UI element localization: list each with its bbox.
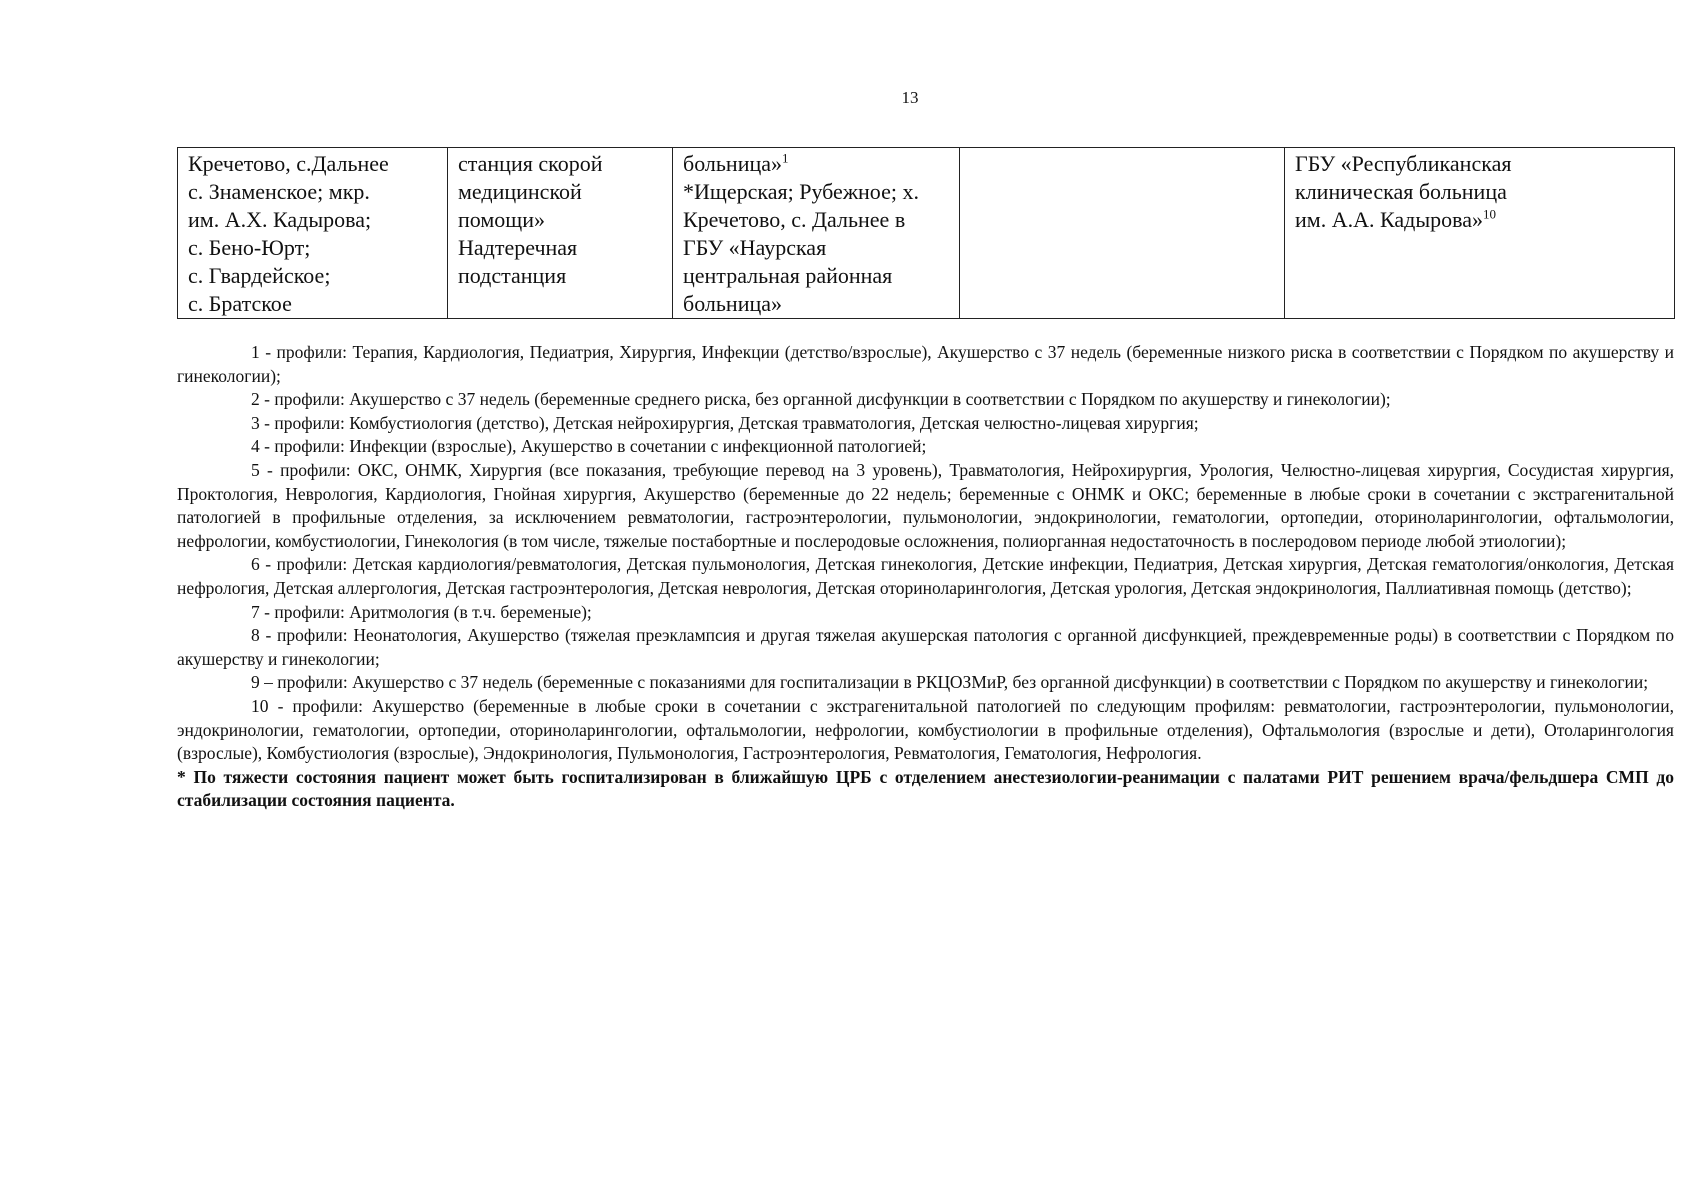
- cell-line: подстанция: [458, 263, 567, 288]
- cell-line: больница»$^1$: [683, 150, 789, 176]
- footnote-marker: 10: [1482, 206, 1496, 222]
- cell-line: ГБУ «Наурская: [683, 235, 827, 260]
- page-number: 13: [901, 88, 919, 107]
- table-row: [178, 148, 1675, 319]
- cell-line: с. Гвардейское;: [188, 263, 331, 288]
- footnote-item: 3 - профили: Комбустиология (детство), Детская нейрохирургия, Детская травматология, Детская челюстно-лицевая хирургия;: [251, 412, 1199, 433]
- footnote-item: 6 - профили: Детская кардиология/ревматология, Детская пульмонология, Детская гинекология, Детские инфекции, Педиатрия, Детская хирургия, Детская гематология/онкология, Детская нефрология, Детская аллергология, Детская гастроэнтерология, Детская неврология, Детская оториноларингология, Детская урология, Детская эндокринология, Паллиативная помощь (детство);: [177, 554, 1674, 598]
- cell-line: больница»: [683, 291, 782, 316]
- cell-line: им. А.Х. Кадырова;: [188, 207, 372, 232]
- cell-line: помощи»: [458, 207, 545, 232]
- footnote-marker: 1: [782, 150, 789, 166]
- cell-line: им. А.А. Кадырова»$^{10}$: [1295, 206, 1496, 232]
- hospital-routing-cell: [673, 148, 960, 319]
- cell-line: центральная районная: [683, 263, 893, 288]
- routing-table: [177, 147, 1675, 319]
- cell-line: ГБУ «Республиканская: [1295, 151, 1512, 176]
- ambulance-station-cell: [448, 148, 673, 319]
- cell-line: Кречетово, с.Дальнее: [188, 151, 389, 176]
- footnote-item: 5 - профили: ОКС, ОНМК, Хирургия (все показания, требующие перевод на 3 уровень), Травматология, Нейрохирургия, Урология, Челюстно-лицевая хирургия, Сосудистая хирургия, Проктология, Неврология, Кардиология, Гнойная хирургия, Акушерство (беременные до 22 недель; беременные с ОНМК и ОКС; беременные в любые сроки в сочетании с экстрагенитальной патологией в профильные отделения, за исключением ревматологии, гастроэнтерологии, пульмонологии, эндокринологии, гематологии, ортопедии, оториноларингологии, офтальмологии, нефрологии, комбустиологии, Гинекология (в том числе, тяжелые постабортные и послеродовые осложнения, полиорганная недостаточность в послеродовом периоде любой этиологии);: [177, 459, 1674, 551]
- cell-line: Надтеречная: [458, 235, 578, 260]
- footnote-item: 7 - профили: Аритмология (в т.ч. беременые);: [251, 601, 592, 622]
- cell-line: Кречетово, с. Дальнее в: [683, 207, 906, 232]
- asterisk-note: * По тяжести состояния пациент может быть госпитализирован в ближайшую ЦРБ с отделением анестезиологии-реанимации с палатами РИТ решением врача/фельдшера СМП до стабилизации состояния пациента.: [177, 766, 1674, 811]
- footnote-item: 9 – профили: Акушерство с 37 недель (беременные с показаниями для госпитализации в РКЦОЗМиР, без органной дисфункции) в соответствии с Порядком по акушерству и гинекологии;: [251, 672, 1649, 693]
- footnote-item: 2 - профили: Акушерство с 37 недель (беременные среднего риска, без органной дисфункции в соответствии с Порядком по акушерству и гинекологии);: [251, 389, 1391, 410]
- cell-line: с. Знаменское; мкр.: [188, 179, 370, 204]
- footnote-item: 4 - профили: Инфекции (взрослые), Акушерство в сочетании с инфекционной патологией;: [251, 436, 927, 457]
- settlements-cell: [178, 148, 448, 319]
- republican-hospital-cell: [1285, 148, 1675, 319]
- cell-line: с. Братское: [188, 291, 292, 316]
- cell-line: медицинской: [458, 179, 582, 204]
- footnote-item: 1 - профили: Терапия, Кардиология, Педиатрия, Хирургия, Инфекции (детство/взрослые), Акушерство с 37 недель (беременные низкого риска в соответствии с Порядком по акушерству и гинекологии);: [177, 342, 1674, 386]
- footnote-item: 10 - профили: Акушерство (беременные в любые сроки в сочетании с экстрагенитальной патологией по следующим профилям: ревматологии, гастроэнтерологии, пульмонологии, эндокринологии, гематологии, ортопедии, оториноларингологии, офтальмологии, нефрологии, комбустиологии в профильные отделения), Офтальмология (взрослые и дети), Отоларингология (взрослые), Комбустиология (взрослые), Эндокринология, Пульмонология, Гастроэнтерология, Ревматология, Гематология, Нефрология.: [177, 695, 1674, 764]
- footnote-item: 8 - профили: Неонатология, Акушерство (тяжелая преэклампсия и другая тяжелая акушерская патология с органной дисфункцией, преждевременные роды) в соответствии с Порядком по акушерству и гинекологии;: [177, 625, 1674, 669]
- footnotes: [177, 341, 1674, 813]
- empty-cell: [960, 148, 1285, 319]
- cell-line: клиническая больница: [1295, 179, 1507, 204]
- cell-line: *Ищерская; Рубежное; х.: [683, 179, 919, 204]
- cell-line: с. Бено-Юрт;: [188, 235, 311, 260]
- cell-line: станция скорой: [458, 151, 603, 176]
